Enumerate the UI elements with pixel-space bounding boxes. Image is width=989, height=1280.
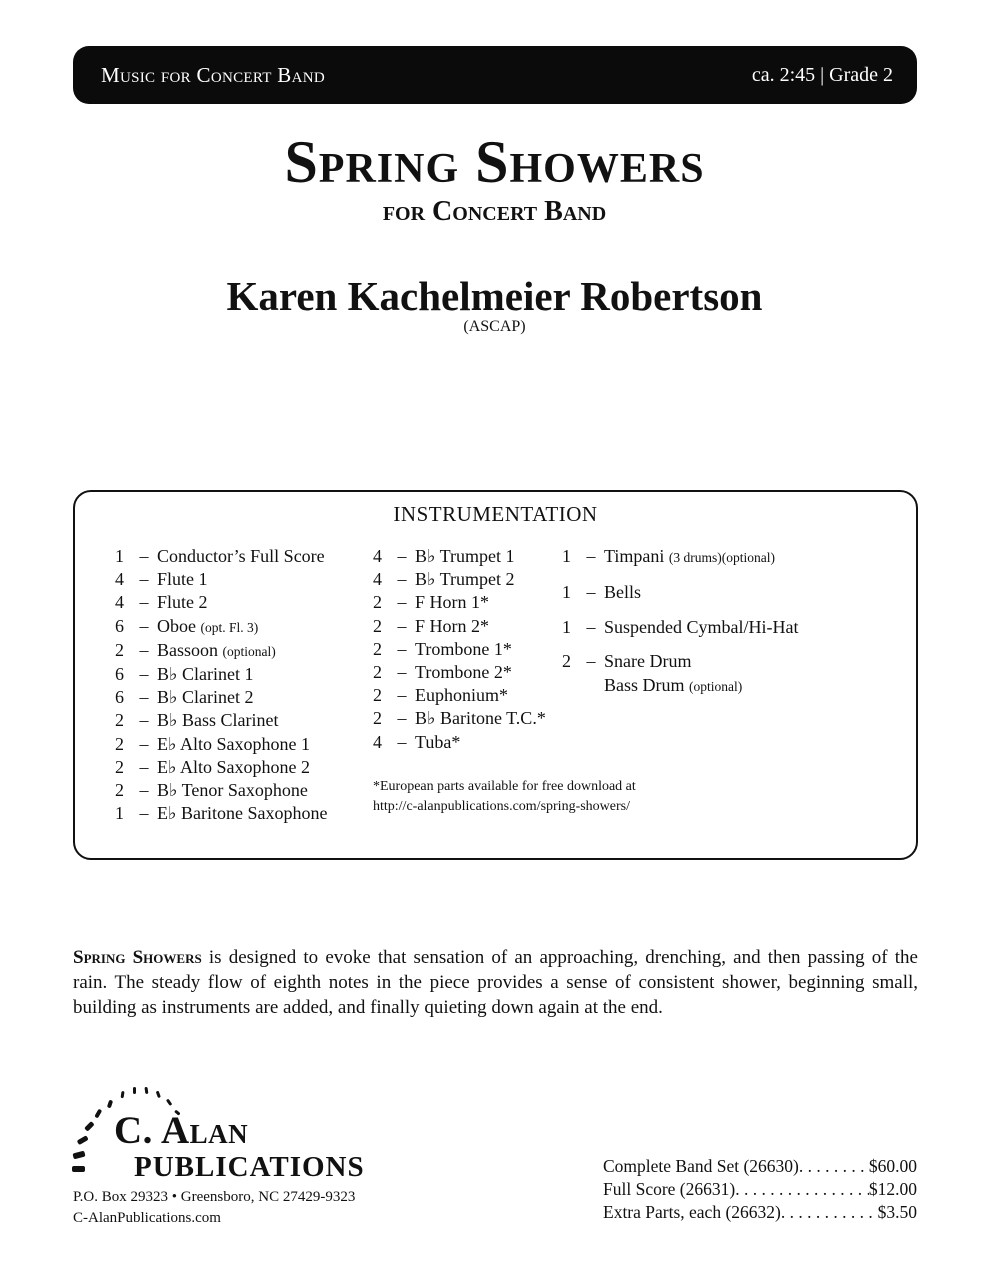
instrument-name: B♭ Trumpet 1: [415, 546, 515, 566]
instrument-row: [373, 707, 546, 730]
dash-separator: –: [139, 546, 149, 566]
instrument-name: Euphonium*: [415, 685, 508, 706]
instrument-row: [562, 545, 798, 569]
instrument-name: Suspended Cymbal/Hi-Hat: [604, 616, 799, 637]
instrument-row-extra: [562, 674, 798, 698]
instrument-qty: 2: [373, 662, 382, 683]
instrument-row: [115, 615, 327, 639]
instrument-row: [373, 568, 546, 591]
publisher-subname: PUBLICATIONS: [134, 1151, 365, 1183]
instrument-row: [115, 733, 327, 756]
dash-separator: –: [586, 651, 596, 672]
price-row: [603, 1155, 917, 1178]
instrument-qty: 4: [115, 569, 124, 590]
description-title: Spring Showers: [73, 947, 202, 968]
instrument-row: [373, 661, 546, 684]
instrument-column-1: [115, 545, 327, 825]
footnote-text: *European parts available for free download at: [373, 779, 636, 794]
instrument-name: B♭ Trumpet 2: [415, 569, 515, 590]
instrument-qty: 1: [562, 581, 571, 602]
instrument-name: Conductor’s Full Score: [157, 546, 325, 566]
dash-separator: –: [139, 615, 149, 636]
dash-separator: –: [397, 685, 407, 706]
instrument-name: B♭ Baritone T.C.*: [415, 708, 546, 729]
instrument-name: B♭ Bass Clarinet: [157, 710, 279, 731]
dash-separator: –: [397, 731, 407, 752]
instrument-name: B♭ Clarinet 2: [157, 687, 254, 708]
dash-separator: –: [139, 756, 149, 777]
instrument-row: [373, 638, 546, 661]
instrument-name: B♭ Clarinet 1: [157, 664, 254, 685]
instrument-row: [373, 545, 546, 568]
composer-name: Karen Kachelmeier Robertson: [226, 273, 763, 319]
header-bar: [73, 46, 917, 104]
composer-affiliation: (ASCAP): [463, 318, 526, 335]
instrument-qty: 1: [562, 616, 571, 637]
instrument-name: Bassoon: [157, 639, 219, 660]
dash-separator: –: [397, 638, 407, 659]
dot-leader: [799, 1155, 869, 1178]
instrument-qty: 2: [562, 651, 571, 672]
dash-separator: –: [397, 615, 407, 636]
instrument-qty: 4: [373, 731, 382, 752]
price-value: $12.00: [868, 1179, 917, 1199]
instrument-name: Bells: [604, 581, 642, 602]
instrument-note: (optional): [222, 643, 276, 659]
instrument-row: [373, 684, 546, 707]
instrument-name: F Horn 1*: [415, 592, 490, 613]
publisher-website[interactable]: C-AlanPublications.com: [73, 1210, 221, 1226]
instrument-row: [115, 779, 327, 802]
european-parts-note: [373, 777, 636, 817]
instrument-qty: 2: [115, 639, 124, 660]
dash-separator: –: [397, 546, 407, 566]
instrument-row: [373, 731, 546, 754]
instrumentation-box: [73, 490, 918, 860]
instrument-name: Trombone 2*: [415, 662, 512, 683]
dash-separator: –: [139, 687, 149, 708]
instrument-row: [115, 686, 327, 709]
dash-separator: –: [139, 569, 149, 590]
piece-description: [73, 945, 918, 1020]
instrument-name: Oboe: [157, 615, 196, 636]
instrument-row: [115, 756, 327, 779]
dash-separator: –: [139, 639, 149, 660]
dash-separator: –: [397, 569, 407, 590]
instrument-row: [562, 616, 798, 639]
dash-separator: –: [139, 733, 149, 754]
dash-separator: –: [397, 592, 407, 613]
price-list: [603, 1155, 917, 1224]
instrument-note: (3 drums)(optional): [668, 550, 775, 565]
footnote-url[interactable]: http://c-alanpublications.com/spring-showers/: [373, 799, 631, 814]
instrument-row: [562, 581, 798, 604]
instrument-qty: 2: [373, 638, 382, 659]
instrument-name: Snare Drum: [604, 651, 692, 672]
instrument-qty: 6: [115, 615, 124, 636]
dash-separator: –: [397, 708, 407, 729]
dash-separator: –: [139, 780, 149, 801]
instrument-qty: 4: [373, 546, 382, 566]
page-title: Spring Showers: [284, 129, 705, 195]
instrument-qty: 4: [373, 569, 382, 590]
instrument-row: [373, 615, 546, 638]
dash-separator: –: [139, 664, 149, 685]
instrument-name: B♭ Tenor Saxophone: [157, 780, 308, 801]
dot-leader: [735, 1178, 869, 1201]
instrument-name: Bass Drum: [604, 674, 685, 695]
instrument-row: [115, 591, 327, 614]
dash-separator: –: [139, 592, 149, 613]
instrument-qty: 2: [115, 710, 124, 731]
instrument-column-2: [373, 545, 546, 754]
instrument-name: E♭ Alto Saxophone 2: [157, 756, 310, 777]
price-label: Full Score (26631): [603, 1179, 736, 1199]
dot-leader: [781, 1201, 878, 1224]
duration-grade: ca. 2:45 | Grade 2: [751, 63, 893, 86]
instrument-name: E♭ Baritone Saxophone: [157, 803, 328, 824]
instrument-note: (optional): [689, 678, 743, 694]
dash-separator: –: [586, 546, 596, 566]
instrument-note: (opt. Fl. 3): [200, 619, 259, 635]
instrument-qty: 1: [562, 546, 571, 566]
price-row: [603, 1178, 917, 1201]
instrument-qty: 2: [373, 615, 382, 636]
instrumentation-heading: INSTRUMENTATION: [393, 502, 598, 526]
instrument-name: Flute 1: [157, 569, 208, 590]
instrument-row: [115, 639, 327, 663]
publisher-address-block: [73, 1187, 355, 1229]
page-subtitle: for Concert Band: [382, 196, 607, 227]
price-row: [603, 1201, 917, 1224]
instrument-qty: 2: [115, 733, 124, 754]
instrument-row: [115, 802, 327, 825]
instrument-qty: 2: [115, 756, 124, 777]
instrument-qty: 2: [373, 708, 382, 729]
instrument-qty: 1: [115, 803, 124, 824]
price-label: Complete Band Set (26630): [603, 1156, 799, 1176]
instrument-row: [562, 650, 798, 673]
description-text: is designed to evoke that sensation of an approaching, drenching, and then passing of the rain. The steady flow of eighth notes in the piece provides a sense of consistent shower, beginning small, building as instruments are added, and finally quieting down again at the end.: [73, 947, 918, 1018]
instrument-name: E♭ Alto Saxophone 1: [157, 733, 310, 754]
dash-separator: –: [586, 581, 596, 602]
instrument-name: Trombone 1*: [415, 638, 512, 659]
instrument-qty: 6: [115, 687, 124, 708]
instrument-row: [115, 545, 327, 568]
publisher-address: P.O. Box 29323 • Greensboro, NC 27429-9323: [73, 1189, 356, 1205]
instrument-qty: 2: [373, 592, 382, 613]
instrument-name: Timpani: [604, 546, 665, 566]
instrument-name: Flute 2: [157, 592, 208, 613]
instrument-row: [115, 709, 327, 732]
instrument-qty: 2: [373, 685, 382, 706]
price-value: $3.50: [877, 1202, 917, 1222]
instrument-qty: 6: [115, 664, 124, 685]
dash-separator: –: [586, 616, 596, 637]
publisher-name: C. Alan: [114, 1109, 249, 1152]
instrument-row: [115, 568, 327, 591]
dash-separator: –: [139, 710, 149, 731]
dash-separator: –: [397, 662, 407, 683]
instrument-column-3: [562, 545, 798, 709]
instrument-qty: 4: [115, 592, 124, 613]
series-label: Music for Concert Band: [101, 62, 325, 87]
instrument-name: Tuba*: [415, 731, 461, 752]
dash-separator: –: [139, 803, 149, 824]
price-value: $60.00: [868, 1156, 917, 1176]
instrument-name: F Horn 2*: [415, 615, 490, 636]
instrument-row: [373, 591, 546, 614]
instrument-row: [115, 663, 327, 686]
instrument-qty: 2: [115, 780, 124, 801]
instrument-qty: 1: [115, 546, 124, 566]
price-label: Extra Parts, each (26632): [603, 1202, 781, 1222]
